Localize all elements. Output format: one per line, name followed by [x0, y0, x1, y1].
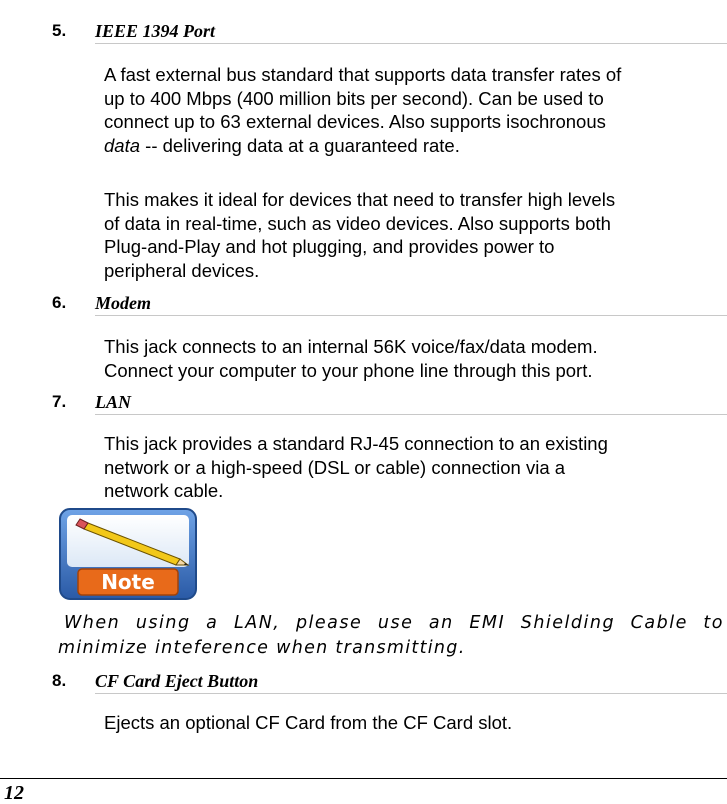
section-number: 7. — [52, 392, 67, 411]
section-5-paragraph-1 — [104, 63, 724, 157]
emphasis-word: data — [104, 134, 141, 156]
section-number: 5. — [52, 21, 67, 40]
text-line: Ejects an optional CF Card from the CF Card slot. — [104, 712, 513, 733]
text-line: This jack connects to an internal 56K voice/fax/data modem. — [104, 336, 598, 357]
text-line: up to 400 Mbps (400 million bits per second). Can be used to — [104, 87, 604, 109]
section-number: 6. — [52, 293, 67, 312]
pencil-note-icon — [58, 507, 198, 601]
section-7-heading — [0, 391, 727, 415]
section-7-paragraph — [104, 432, 724, 503]
text-line: network or a high-speed (DSL or cable) connection via a — [104, 456, 566, 478]
text-line: Connect your computer to your phone line through this port. — [104, 359, 593, 381]
text-line — [104, 134, 724, 158]
section-8-heading — [0, 670, 727, 694]
heading-rule — [95, 414, 727, 415]
section-title: IEEE 1394 Port — [95, 21, 216, 41]
footer-rule — [0, 778, 727, 779]
note-line-2: minimize inteference when transmitting. — [58, 638, 466, 658]
text-line: connect up to 63 external devices. Also supports isochronous — [104, 111, 606, 132]
section-title: Modem — [95, 293, 151, 313]
section-8-paragraph — [104, 711, 724, 735]
text-line: A fast external bus standard that supports data transfer rates of — [104, 64, 622, 85]
section-5-paragraph-2 — [104, 188, 724, 282]
heading-rule — [95, 43, 727, 44]
section-5-heading — [0, 20, 727, 44]
note-label: Note — [101, 570, 155, 594]
section-6-heading — [0, 292, 727, 316]
text-line: network cable. — [104, 480, 224, 501]
text-line: peripheral devices. — [104, 259, 260, 281]
text-line: This makes it ideal for devices that need to transfer high levels — [104, 189, 616, 210]
page-number: 12 — [4, 782, 24, 804]
section-title: LAN — [95, 392, 131, 412]
text-line: Plug-and-Play and hot plugging, and provides power to — [104, 236, 555, 257]
section-6-paragraph — [104, 335, 724, 382]
note-text — [58, 611, 724, 661]
text-line: This jack provides a standard RJ-45 connection to an existing — [104, 433, 608, 454]
text-fragment: -- delivering data at a guaranteed rate. — [140, 134, 460, 156]
note-line-1: When using a LAN, please use an EMI Shielding Cable to — [64, 613, 724, 633]
section-number: 8. — [52, 671, 67, 690]
heading-rule — [95, 693, 727, 694]
text-line: of data in real-time, such as video devices. Also supports both — [104, 212, 611, 234]
section-title: CF Card Eject Button — [95, 671, 259, 691]
heading-rule — [95, 315, 727, 316]
